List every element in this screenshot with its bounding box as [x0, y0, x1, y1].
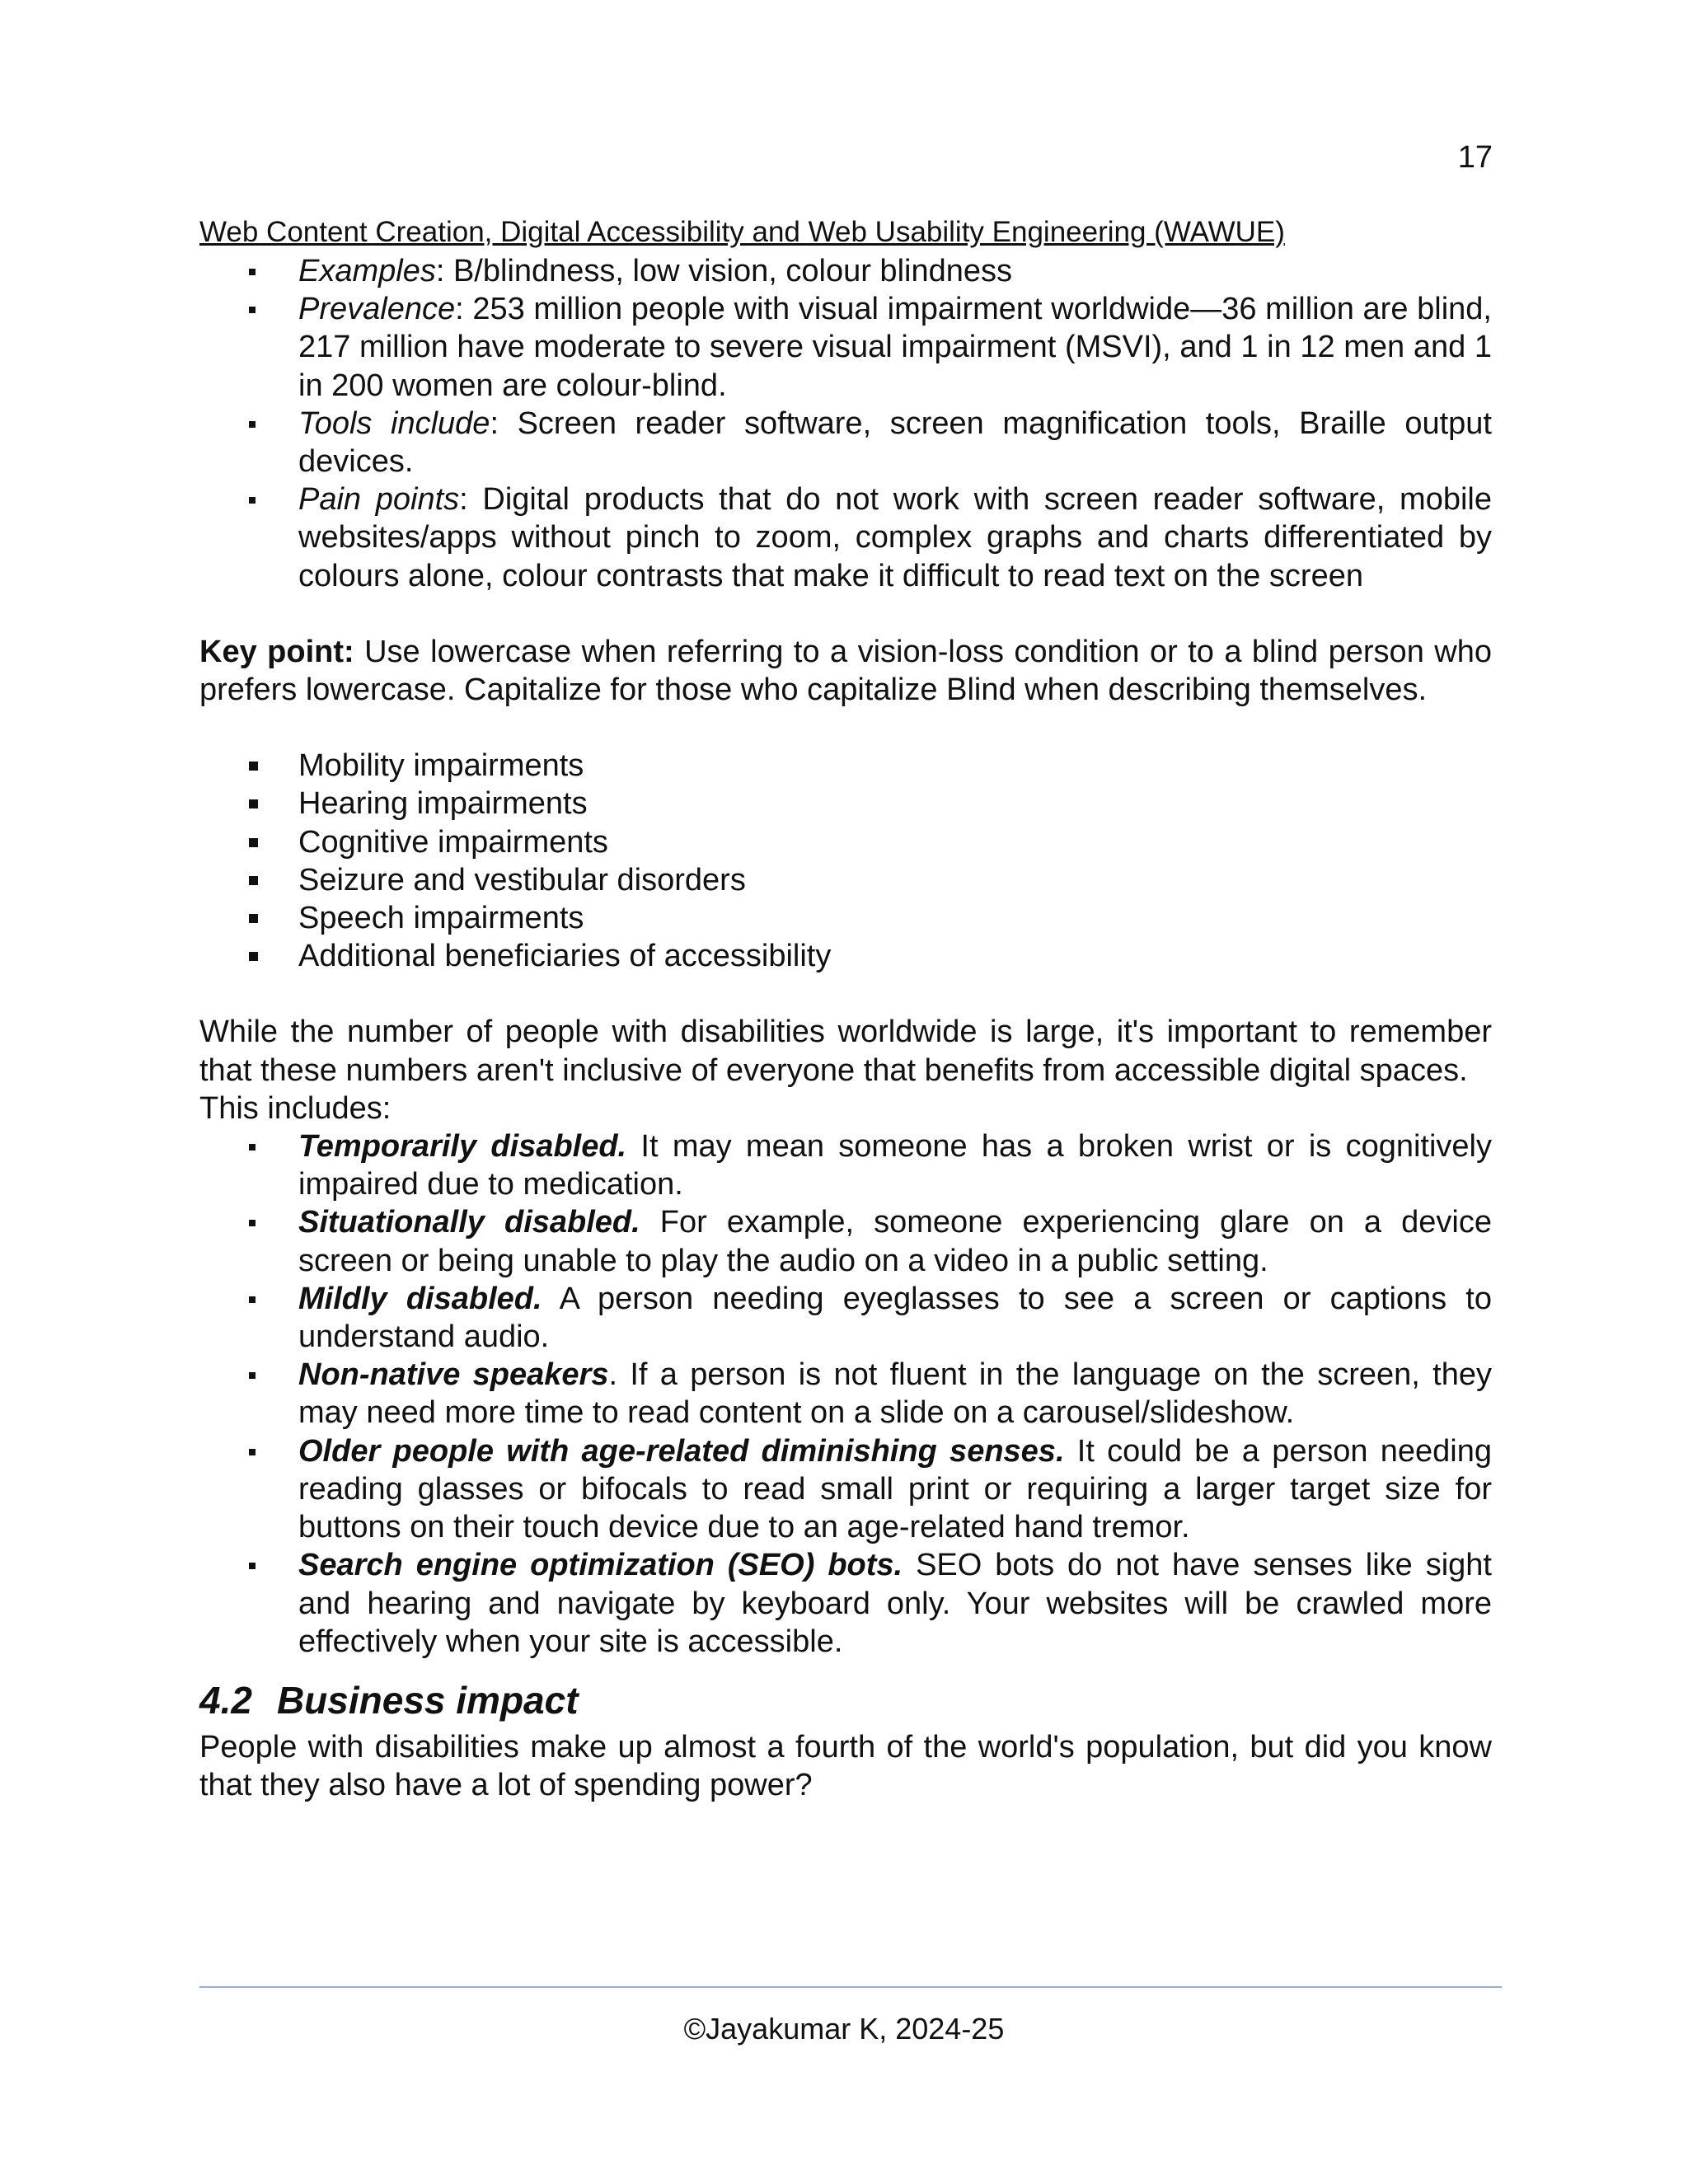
item-label: Tools include — [298, 405, 490, 441]
list-item: Hearing impairments — [199, 785, 1492, 823]
list-item — [199, 1546, 1492, 1661]
item-label: Situationally disabled. — [298, 1205, 640, 1240]
spacer — [199, 595, 1492, 633]
item-label: Prevalence — [298, 292, 456, 327]
item-text: : 253 million people with visual impairment worldwide—36 million are blind, 217 million have moderate to severe visual impairment (MSVI), and 1 in 12 men and 1 in 200 women are colour-blind. — [298, 292, 1492, 403]
item-label: Older people with age-related diminishing senses. — [298, 1433, 1065, 1469]
list-item — [199, 252, 1492, 290]
footer-copyright: ©Jayakumar K, 2024-25 — [683, 2012, 1005, 2046]
list-item: Speech impairments — [199, 899, 1492, 937]
key-point-label: Key point: — [199, 634, 354, 669]
list-item — [199, 1432, 1492, 1547]
item-label: Pain points — [298, 482, 460, 518]
beneficiaries-list — [199, 1127, 1492, 1661]
page-content — [199, 216, 1492, 1804]
item-text: It may mean someone has a broken wrist or is cognitively impaired due to medication. — [298, 1129, 1492, 1202]
impairments-list — [199, 747, 1492, 975]
key-point-paragraph — [199, 633, 1492, 709]
body-paragraph: While the number of people with disabilities worldwide is large, it's important to remember that these numbers aren't inclusive of everyone that benefits from accessible digital spaces. — [199, 1015, 1492, 1088]
list-item: Mobility impairments — [199, 747, 1492, 785]
list-item — [199, 1203, 1492, 1279]
list-item — [199, 405, 1492, 480]
item-text: It could be a person needing reading glasses or bifocals to read small print or requiring a larger target size for buttons on their touch device due to an age-related hand tremor. — [298, 1433, 1492, 1545]
item-text: A person needing eyeglasses to see a screen or captions to understand audio. — [298, 1281, 1492, 1355]
item-label: Search engine optimization (SEO) bots. — [298, 1548, 903, 1583]
item-text: SEO bots do not have senses like sight and hearing and navigate by keyboard only. Your websites will be crawled more effectively when your site is accessible. — [298, 1548, 1492, 1659]
footer-divider — [199, 1986, 1502, 1988]
item-text: : Digital products that do not work with screen reader software, mobile websites/apps without pinch to zoom, complex graphs and charts differentiated by colours alone, colour contrasts that make it difficult to read text on the screen — [298, 482, 1493, 593]
item-label: Mildly disabled. — [298, 1281, 542, 1316]
section-number: 4.2 — [199, 1678, 252, 1722]
vision-list — [199, 252, 1492, 595]
list-item — [199, 1356, 1492, 1432]
item-text: . If a person is not fluent in the language on the screen, they may need more time to read content on a slide on a carousel/slideshow. — [298, 1357, 1492, 1431]
list-item: Cognitive impairments — [199, 823, 1492, 861]
item-text: : Screen reader software, screen magnification tools, Braille output devices. — [298, 405, 1492, 480]
item-text: For example, someone experiencing glare on a device screen or being unable to play the audio on a video in a public setting. — [298, 1205, 1492, 1278]
item-label: Non-native speakers — [298, 1357, 609, 1393]
section-title: Business impact — [276, 1678, 579, 1722]
list-item — [199, 1280, 1492, 1356]
item-label: Temporarily disabled. — [298, 1129, 627, 1165]
page-number: 17 — [1457, 140, 1493, 175]
list-item: Seizure and vestibular disorders — [199, 861, 1492, 899]
section-heading — [199, 1677, 1492, 1723]
body-paragraph: People with disabilities make up almost a fourth of the world's population, but did you know that they also have a lot of spending power? — [199, 1729, 1492, 1803]
list-item — [199, 480, 1492, 595]
key-point-text: Use lowercase when referring to a vision-loss condition or to a blind person who prefers lowercase. Capitalize for those who capitalize Blind when describing themselves. — [199, 634, 1492, 708]
item-text: : B/blindness, low vision, colour blindness — [435, 254, 1012, 288]
list-item — [199, 290, 1492, 405]
list-item: Additional beneficiaries of accessibility — [199, 937, 1492, 975]
running-head: Web Content Creation, Digital Accessibility and Web Usability Engineering (WAWUE) — [199, 216, 1285, 248]
spacer — [199, 709, 1492, 747]
item-label: Examples — [298, 254, 436, 288]
list-item — [199, 1127, 1492, 1203]
spacer — [199, 975, 1492, 1013]
includes-label: This includes: — [199, 1090, 392, 1126]
